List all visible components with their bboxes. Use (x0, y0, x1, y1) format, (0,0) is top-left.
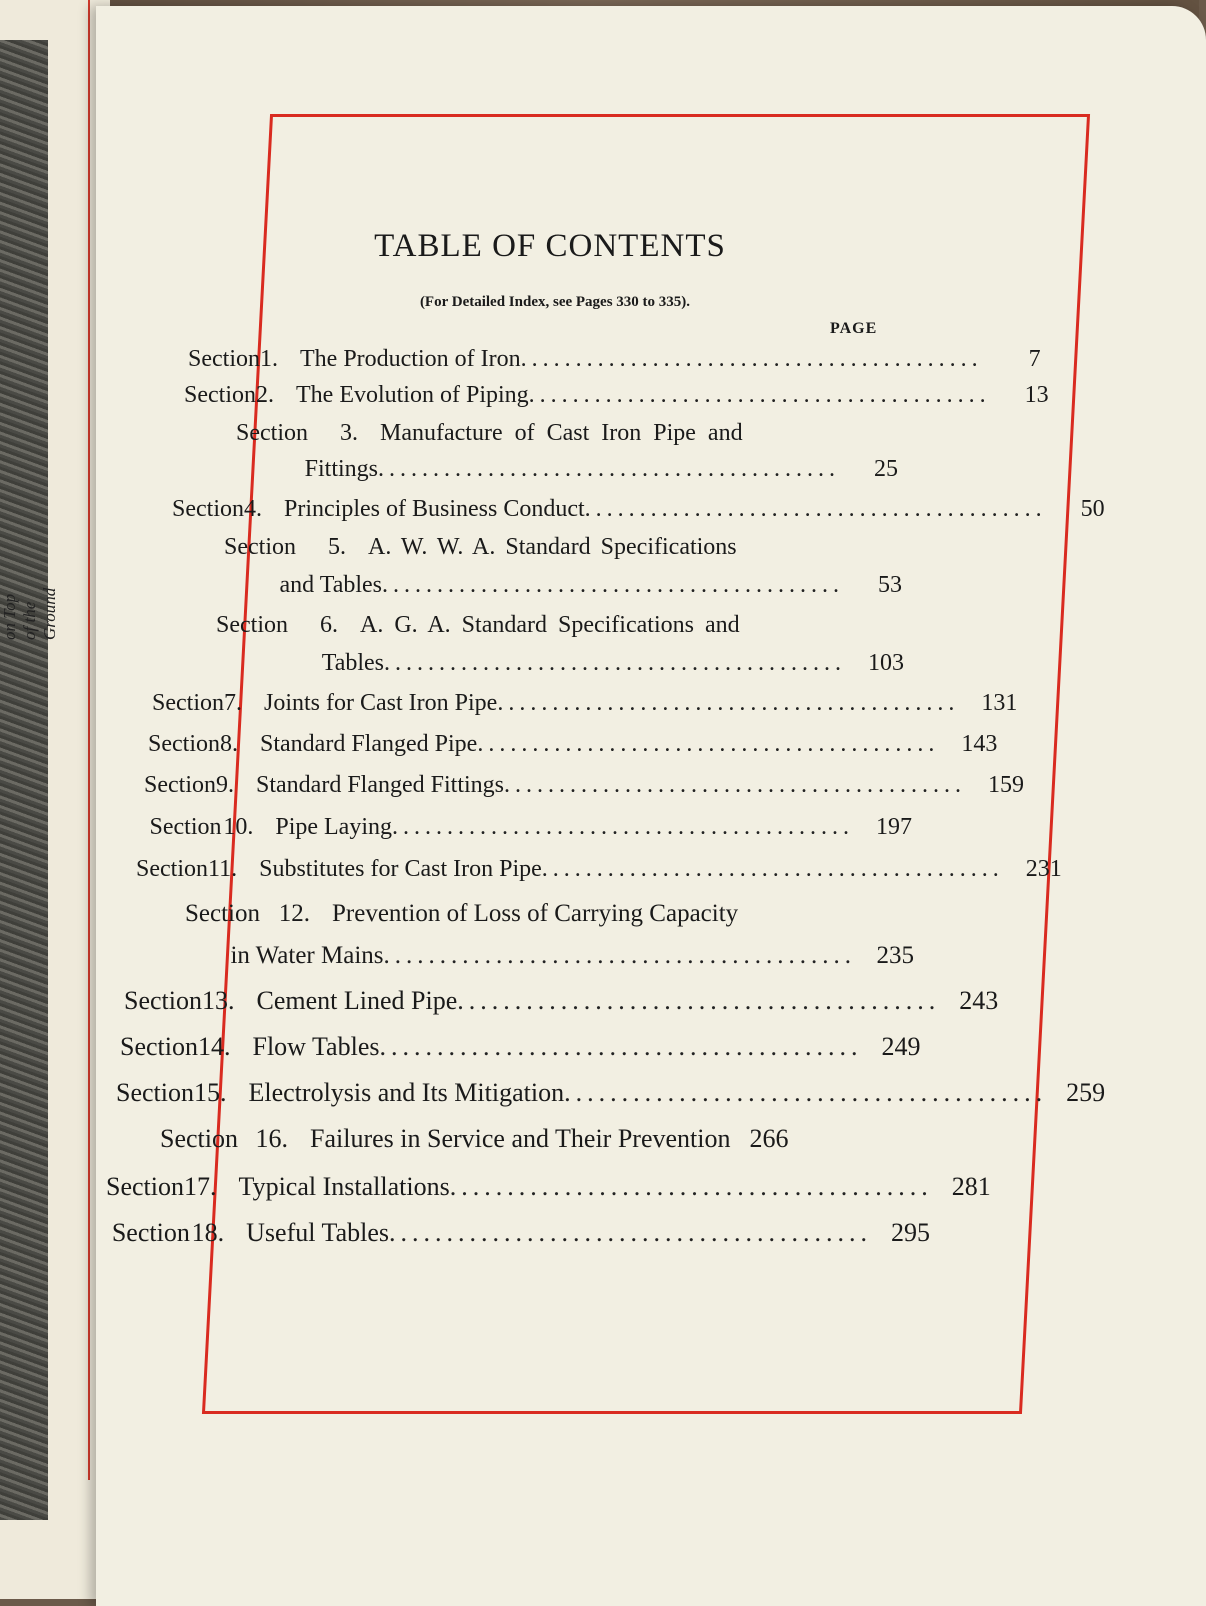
entry-number: 15. (194, 1078, 227, 1107)
entry-title: Typical Installations (238, 1172, 450, 1201)
entry-number: 12. (278, 900, 310, 927)
entry-page: 131 (981, 690, 1018, 716)
dot-leader: .......................................... (541, 856, 1004, 882)
entry-page: 197 (876, 814, 912, 840)
entry-page: 295 (891, 1218, 930, 1247)
entry-number: 10. (223, 814, 254, 840)
entry-label: Section (124, 986, 202, 1015)
entry-page: 143 (961, 731, 998, 757)
dot-leader: .......................................... (449, 1172, 933, 1201)
toc-entry (172, 496, 1105, 523)
entry-page: 249 (881, 1032, 921, 1061)
entry-title: Flow Tables (252, 1032, 380, 1061)
entry-title: Prevention of Loss of Carrying Capacity (332, 900, 739, 927)
entry-number: 18. (191, 1218, 225, 1247)
entry-number: 1. (260, 346, 278, 372)
toc-entry (120, 1032, 920, 1062)
entry-number: 16. (255, 1124, 288, 1153)
entry-page: 159 (988, 772, 1024, 798)
entry-title: A. G. A. Standard Specifications and (360, 612, 740, 638)
entry-title: Substitutes for Cast Iron Pipe (259, 856, 542, 882)
toc-entry (124, 986, 999, 1016)
facing-page-illustration (0, 40, 48, 1520)
entry-label: Section (144, 772, 216, 798)
entry-title: The Evolution of Piping (296, 382, 529, 408)
entry-number: 2. (256, 382, 274, 408)
entry-page: 266 (749, 1124, 789, 1153)
entry-title: Standard Flanged Pipe (260, 731, 478, 757)
entry-title: Cement Lined Pipe (256, 986, 458, 1015)
entry-label: Section (188, 346, 260, 372)
dot-leader: .......................................... (389, 1218, 872, 1247)
entry-page: 13 (1024, 382, 1049, 408)
entry-label: Section (111, 1218, 190, 1247)
toc-entry-continuation (279, 572, 902, 599)
toc-entry (152, 690, 1018, 717)
entry-label: Section (148, 731, 220, 757)
entry-page: 50 (1080, 496, 1105, 522)
entry-number: 7. (224, 690, 242, 716)
toc-entry (140, 814, 912, 841)
entry-number: 9. (216, 772, 234, 798)
dot-leader: .......................................... (378, 456, 840, 482)
toc-entry (136, 856, 1062, 883)
toc-entry (160, 612, 900, 639)
entry-title: Principles of Business Conduct (284, 496, 585, 522)
entry-label: Section (185, 900, 260, 927)
dot-leader: .......................................... (504, 772, 966, 798)
toc-entry (106, 1172, 991, 1202)
entry-title: Pipe Laying (275, 814, 392, 840)
entry-title-continued: Fittings (304, 456, 378, 482)
entry-label: Section (149, 814, 222, 840)
entry-title-continued: and Tables (279, 572, 382, 598)
dot-leader: .......................................... (520, 346, 983, 372)
dot-leader: .......................................... (384, 650, 846, 676)
entry-page: 53 (878, 572, 902, 598)
entry-number: 8. (220, 731, 238, 757)
dot-leader: .......................................... (477, 731, 940, 757)
entry-title: Manufacture of Cast Iron Pipe and (380, 420, 743, 446)
entry-label: Section (236, 420, 308, 446)
dot-leader: .......................................... (392, 814, 854, 840)
toc-title: TABLE OF CONTENTS (374, 228, 726, 264)
entry-label: Section (106, 1172, 184, 1201)
entry-title: Useful Tables (246, 1218, 389, 1247)
toc-entry (180, 420, 890, 447)
toc-entry (184, 382, 1049, 409)
dot-leader: .......................................... (528, 382, 991, 408)
entry-label: Section (216, 612, 288, 638)
entry-number: 6. (320, 612, 338, 638)
entry-number: 4. (244, 496, 262, 522)
entry-page: 259 (1066, 1078, 1106, 1107)
entry-number: 3. (340, 420, 358, 446)
entry-label: Section (152, 690, 224, 716)
entry-number: 13. (202, 986, 235, 1015)
entry-number: 17. (184, 1172, 217, 1201)
entry-page: 281 (951, 1172, 991, 1201)
entry-title: Electrolysis and Its Mitigation (248, 1078, 565, 1107)
toc-entry-continuation (304, 456, 898, 483)
toc-entry (144, 772, 1024, 799)
entry-label: Section (184, 382, 256, 408)
toc-entry (132, 900, 922, 928)
entry-label: Section (172, 496, 244, 522)
entry-label: Section (120, 1032, 198, 1061)
entry-page: 231 (1025, 856, 1062, 882)
entry-title-continued: in Water Mains (230, 942, 384, 969)
toc-entry (110, 1124, 926, 1154)
entry-title-continued: Tables (321, 650, 384, 676)
entry-page: 235 (876, 942, 914, 969)
entry-label: Section (116, 1078, 194, 1107)
entry-page: 25 (874, 456, 898, 482)
entry-title: Standard Flanged Fittings (256, 772, 504, 798)
entry-label: Section (224, 534, 296, 560)
toc-subtitle: (For Detailed Index, see Pages 330 to 335). (419, 294, 691, 310)
dot-leader: .......................................... (564, 1078, 1048, 1107)
facing-page-caption: on Top of the Ground (0, 587, 59, 640)
toc-entry (168, 534, 898, 561)
facing-page (0, 0, 110, 1599)
page-column-header: PAGE (830, 320, 878, 337)
dot-leader: .......................................... (497, 690, 960, 716)
toc-entry-continuation (230, 942, 914, 970)
entry-page: 103 (868, 650, 904, 676)
dot-leader: .......................................... (383, 942, 856, 969)
entry-page: 243 (959, 986, 999, 1015)
entry-title: The Production of Iron (300, 346, 521, 372)
entry-number: 5. (328, 534, 346, 560)
entry-title: A. W. W. A. Standard Specifications (368, 534, 737, 560)
dot-leader: .......................................... (382, 572, 844, 598)
toc-entry (116, 1078, 1106, 1108)
dot-leader: .......................................... (457, 986, 941, 1015)
entry-label: Section (160, 1124, 238, 1153)
toc-entry (188, 346, 1041, 373)
toc-entry-continuation (321, 650, 904, 677)
entry-title: Joints for Cast Iron Pipe (264, 690, 498, 716)
toc-entry (148, 731, 998, 758)
entry-number: 14. (198, 1032, 231, 1061)
entry-label: Section (136, 856, 208, 882)
entry-page: 7 (1028, 346, 1041, 372)
entry-title: Failures in Service and Their Prevention (310, 1124, 731, 1153)
facing-page-red-rule (88, 0, 90, 1480)
toc-entry (102, 1218, 930, 1248)
dot-leader: .......................................... (379, 1032, 863, 1061)
dot-leader: .......................................... (584, 496, 1047, 522)
entry-number: 11. (208, 856, 238, 882)
